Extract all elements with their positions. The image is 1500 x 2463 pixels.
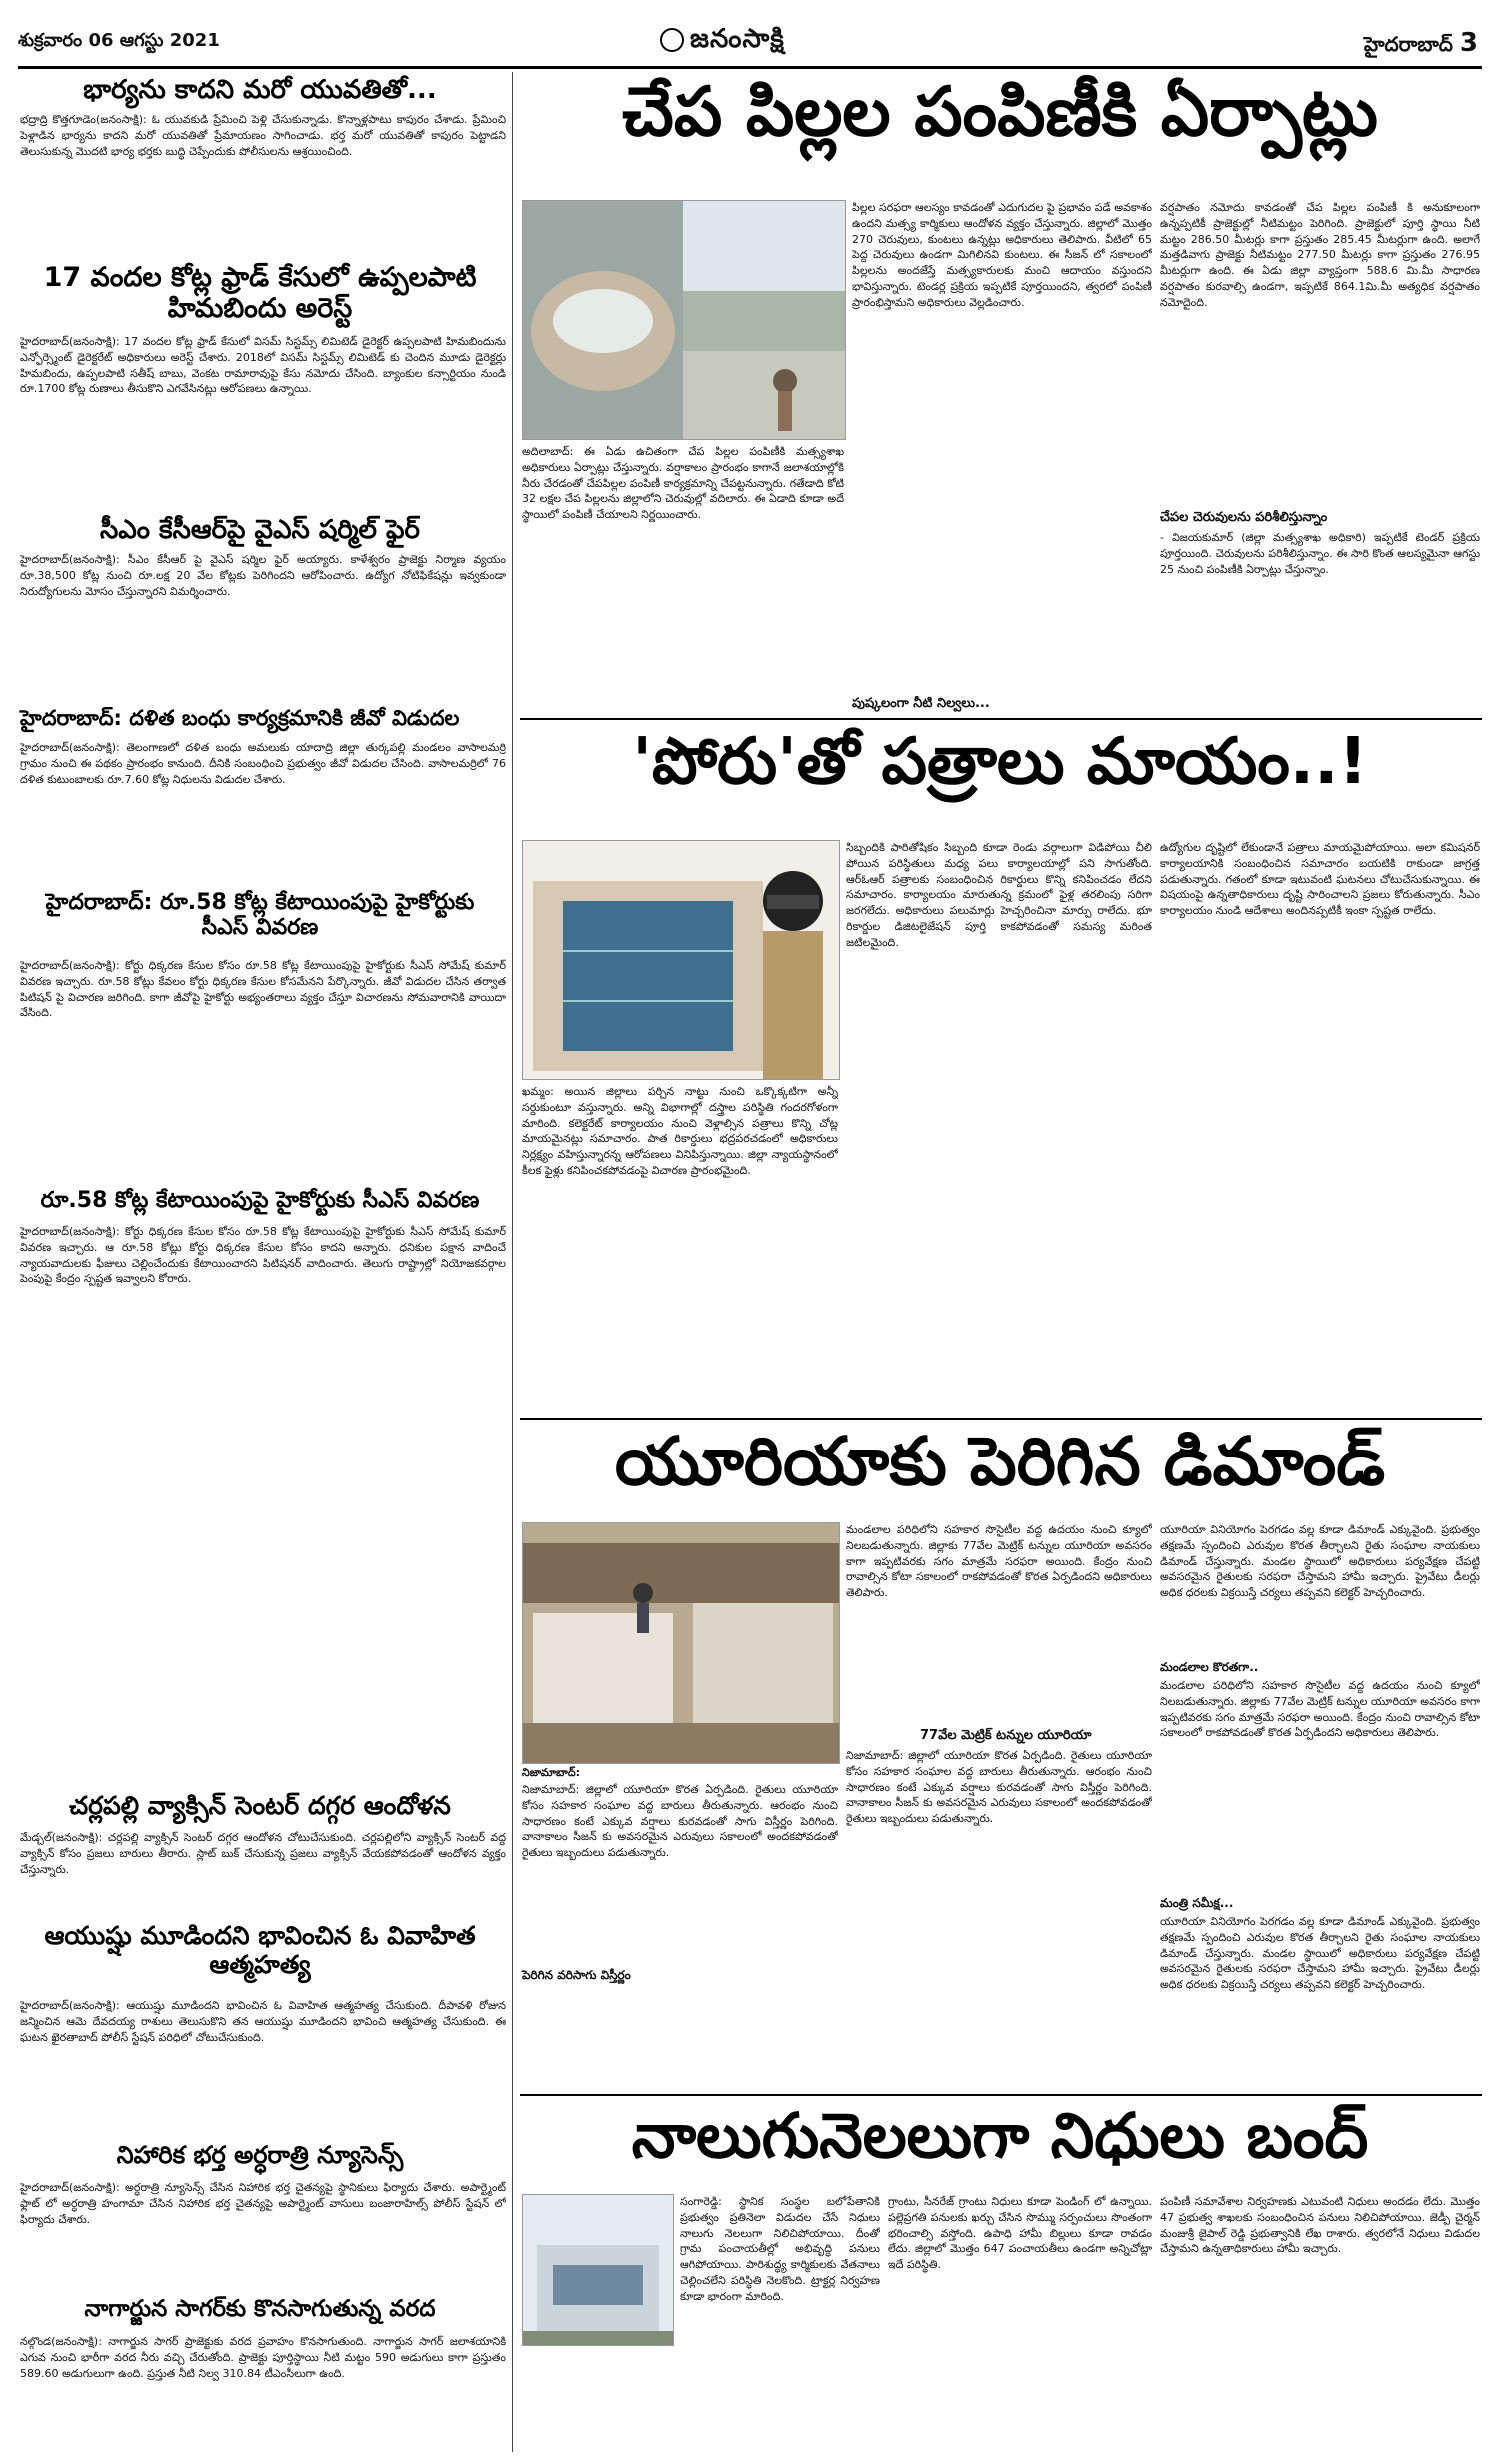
- headline-5: హైదరాబాద్: రూ.58 కోట్ల కేటాయింపుపై హైకోర్టుకు సీఎస్ వివరణ: [45, 890, 475, 941]
- logo-emblem-icon: [660, 28, 684, 52]
- story1-subhead: పుష్కలంగా నీటి నిల్వలు...: [852, 696, 990, 711]
- story3-col3b: మండలాల పరిధిలోని సహకార సొసైటీల వద్ద ఉదయం నుంచి క్యూలో నిలబడుతున్నారు. జిల్లాకు 77వేల మెట్రిక్ టన్నుల యూరియా అవసరం కాగా ఇప్పటివరకు సగం మాత్రమే సరఫరా అయింది. కేంద్రం నుంచి రావాల్సిన కోటా సకాలంలో రాకపోవడంతో కొరత ఏర్పడిందని అధికారులు తెలిపారు.: [1160, 1679, 1480, 1740]
- story4-col2: గ్రాంటు, సీనరేజ్ గ్రాంటు నిధులు కూడా పెండింగ్ లో ఉన్నాయి. పల్లెప్రగతి పనులకు ఖర్చు చేసిన సొమ్ము సర్పంచులు సొంతంగా భరించాల్సి వస్తోంది. ఉపాధి హామీ బిల్లులు కూడా రావడం లేదు. జిల్లాలో మొత్తం 647 పంచాయతీలు ఉండగా అన్నిచోట్లా ఇదే పరిస్థితి.: [888, 2195, 1152, 2272]
- story3-subhead-4: పెరిగిన వరిసాగు విస్తీర్ణం: [522, 1968, 631, 1982]
- article-8-body: హైదరాబాద్(జనంసాక్షి): ఆయుష్షు మూడిందని భావించిన ఓ వివాహిత ఆత్మహత్య చేసుకుంది. దీపావళి రోజున జన్మించిన ఆమె దేవదయ్య రాశులు తెలుసుకొని తన ఆయుష్షు మూడిందని భావించి ఆత్మహత్య చేసుకుంది. ఈ ఘటన ఖైరతాబాద్ పోలీస్ స్టేషన్ పరిధిలో చోటుచేసుకుంది.: [20, 1999, 506, 2044]
- issue-date: శుక్రవారం 06 ఆగస్టు 2021: [18, 30, 220, 51]
- story3-col3c: యూరియా వినియోగం పెరగడం వల్ల కూడా డిమాండ్ ఎక్కువైంది. ప్రభుత్వం తక్షణమే స్పందించి ఎరువుల కొరత తీర్చాలని రైతు సంఘాల నాయకులు డిమాండ్ చేస్తున్నారు. మండల స్థాయిలో అధికారులు పర్యవేక్షణ చేపట్టి అవసరమైన రైతులకు సరఫరా చేస్తామని హామీ ఇచ్చారు. ప్రైవేటు డీలర్లు అధిక ధరలకు విక్రయిస్తే చర్యలు తప్పవని కలెక్టర్ హెచ్చరించారు.: [1160, 1915, 1480, 1992]
- article-6-body: హైదరాబాద్(జనంసాక్షి): కోర్టు ధిక్కరణ కేసుల కోసం రూ.58 కోట్ల కేటాయింపుపై హైకోర్టుకు సీఎస్ సోమేష్ కుమార్ వివరణ ఇచ్చారు. ఆ రూ.58 కోట్లు కోర్టు ధిక్కరణ కేసుల కోసం కాదని అన్నారు. ధనికుల పక్షాన వాదించే న్యాయవాదులకు ఫీజులు చెల్లించేందుకు కేటాయించారని పిటిషనర్ వాదించారు. తెలుగు రాష్ట్రాల్లో నియోజకవర్గాల పెంపుపై కేంద్రం స్పష్టత ఇవ్వాలని కోరారు.: [20, 1225, 506, 1286]
- fish-seed-photo: [522, 200, 846, 440]
- article-3-body: హైదరాబాద్(జనంసాక్షి): సీఎం కేసీఆర్ పై వైఎస్ షర్మిల ఫైర్ అయ్యారు. కాళేశ్వరం ప్రాజెక్టు నిర్మాణ వ్యయం రూ.38,500 కోట్ల నుంచి రూ.లక్ష 20 వేల కోట్లకు పెరిగిందని ఆరోపించారు. ఉద్యోగ నోటిఫికేషన్లు ఇవ్వకుండా నిరుద్యోగులను మోసం చేస్తున్నారని విమర్శించారు.: [20, 553, 506, 598]
- article-7-body: మేడ్చల్(జనంసాక్షి): చర్లపల్లి వ్యాక్సిన్ సెంటర్ దగ్గర ఆందోళన చోటుచేసుకుంది. చర్లపల్లిలోని వ్యాక్సిన్ సెంటర్ వద్ద వ్యాక్సిన్ కోసం ప్రజలు బారులు తీరారు. స్లాట్ బుక్ చేసుకున్న ప్రజలు వ్యాక్సిన్ వేయకపోవడంతో ఆందోళన వ్యక్తం చేస్తున్నారు.: [20, 1831, 506, 1876]
- story1-col1: అదిలాబాద్: ఈ ఏడు ఉచితంగా చేప పిల్లల పంపిణీకి మత్స్యశాఖ అధికారులు ఏర్పాట్లు చేస్తున్నారు. వర్షాకాలం ప్రారంభం కాగానే జలాశయాల్లోకి నీరు చేరడంతో చేపపిల్లల పంపిణీ కార్యక్రమాన్ని చేపట్టనున్నారు. గతేడాది కోటి 32 లక్షల చేప పిల్లలను జిల్లాలోని చెరువుల్లో వదిలారు. ఈ ఏడాది కూడా అదే స్థాయిలో పంపిణీ చేయాలని నిర్ణయించారు.: [522, 445, 844, 522]
- section-rule: [520, 1418, 1482, 1420]
- story1-headline: చేప పిల్లల పంపిణీకి ఏర్పాట్లు: [622, 73, 1378, 152]
- story4-headline: నాలుగునెలలుగా నిధులు బంద్: [631, 2099, 1369, 2172]
- headline-6: రూ.58 కోట్ల కేటాయింపుపై హైకోర్టుకు సీఎస్ వివరణ: [40, 1188, 480, 1213]
- story2-headline: 'పోరు'తో పత్రాలు మాయం..!: [632, 725, 1368, 799]
- story2-col1: ఖమ్మం: అయిన జిల్లాలు పర్చిన నాట్టు నుంచి ఒక్కొక్కటిగా అన్నీ సర్దుకుంటూ వస్తున్నారు. అన్ని విభాగాల్లో దస్త్రాల పరిస్థితి గందరగోళంగా మారింది. కలెక్టరేట్ కార్యాలయం నుంచి వెళ్లాల్సిన పత్రాలు కొన్ని చోట్ల మాయమైనట్లు సమాచారం. పాత రికార్డులు భద్రపరచడంలో అధికారులు నిర్లక్ష్యం వహిస్తున్నారన్న ఆరోపణలు వినిపిస్తున్నాయి. జిల్లా న్యాయస్థానంలో కీలక ఫైళ్లు కనిపించకపోవడంపై విచారణ ప్రారంభమైంది.: [522, 1085, 838, 1177]
- headline-10: నాగార్జున సాగర్‌కు కొనసాగుతున్న వరద: [84, 2296, 436, 2322]
- photo-caption: నిజామాబాద్:: [522, 1766, 581, 1779]
- article-9-body: హైదరాబాద్(జనంసాక్షి): అర్ధరాత్రి న్యూసెన్స్ చేసిన నిహారిక భర్త చైతన్యపై స్థానికులు ఫిర్యాదు చేశారు. అపార్ట్మెంట్ ఫ్లాట్ లో అర్ధరాత్రి హంగామా చేసిన నిహారిక భర్త చైతన్యపై అపార్ట్మెంట్ వాసులు బంజారాహిల్స్ పోలీస్ స్టేషన్ లో ఫిర్యాదు చేశారు.: [20, 2181, 506, 2226]
- headline-2: 17 వందల కోట్ల ఫ్రాడ్ కేసులో ఉప్పలపాటి హిమబిందు అరెస్ట్: [43, 262, 477, 325]
- story3-col1: నిజామాబాద్: జిల్లాలో యూరియా కొరత ఏర్పడింది. రైతులు యూరియా కోసం సహకార సంఘాల వద్ద బారులు తీరుతున్నారు. ఆరంభం నుంచి సాధారణం కంటే ఎక్కువ వర్షాలు కురవడంతో సాగు విస్తీర్ణం పెరిగింది. వానాకాలం సీజన్ కు అవసరమైన ఎరువులు సకాలంలో అందకపోవడంతో రైతులు ఇబ్బందులు పడుతున్నారు.: [522, 1783, 838, 1860]
- headline-9: నిహారిక భర్త అర్ధరాత్రి న్యూసెన్స్: [116, 2141, 404, 2169]
- story3-subhead-3: మంత్రి సమీక్ష...: [1160, 1896, 1234, 1910]
- article-5-body: హైదరాబాద్(జనంసాక్షి): కోర్టు ధిక్కరణ కేసుల కోసం రూ.58 కోట్ల కేటాయింపుపై హైకోర్టుకు సీఎస్ సోమేష్ కుమార్ వివరణ ఇచ్చారు. రూ.58 కోట్లు కేవలం కోర్టు ధిక్కరణ కేసుల కోసమేనని పేర్కొన్నారు. జీవో విడుదల చేసిన తర్వాత పిటిషన్ పై విచారణ జరిగింది. కాగా జీవోపై హైకోర్టు అభ్యంతరాలు వ్యక్తం చేస్తూ విచారణను సోమవారానికి వాయిదా వేసింది.: [20, 959, 506, 1020]
- story4-col1: సంగారెడ్డి: స్థానిక సంస్థల బలోపేతానికి ప్రభుత్వం ప్రతినెలా విడుదల చేసే నిధులు నాలుగు నెలలుగా నిలిచిపోయాయి. దీంతో గ్రామ పంచాయతీల్లో అభివృద్ధి పనులు ఆగిపోయాయి. పారిశుద్ధ్య కార్మికులకు వేతనాలు చెల్లించలేని పరిస్థితి నెలకొంది. ట్రాక్టర్ల నిర్వహణ కూడా భారంగా మారింది.: [680, 2195, 880, 2303]
- urea-bags-image: [523, 1523, 839, 1763]
- story1-col3: వర్షపాతం నమోదు కావడంతో చేప పిల్లల పంపిణీ కి అనుకూలంగా ఉన్నప్పటికీ ప్రాజెక్టుల్లో నీటిమట్టం పెరిగింది. ప్రాజెక్టులో పూర్తి స్థాయి నీటి మట్టం 286.50 మీటర్లు కాగా ప్రస్తుతం 285.45 మీటర్లుగా ఉంది. అలాగే మత్తడివాగు ప్రాజెక్టు నీటిమట్టం 277.50 మీటర్లు కాగా ప్రస్తుతం 276.95 మీటర్లుగా ఉంది. ఈ ఏడు జిల్లా వ్యాప్తంగా 588.6 మి.మీ సాధారణ వర్షపాతం కురవాల్సి ఉండగా, ఇప్పటికే 864.1మి.మీ అత్యధిక వర్షపాతం నమోదైంది.: [1160, 201, 1480, 309]
- article-2-body: హైదరాబాద్(జనంసాక్షి): 17 వందల కోట్ల ఫ్రాడ్ కేసులో విసమ్ సిస్టమ్స్ లిమిటెడ్ డైరెక్టర్ ఉప్పలపాటి హిమబిందును ఎన్ఫోర్స్మెంట్ డైరెక్టరేట్ అధికారులు అరెస్ట్ చేశారు. 2018లో విసమ్ సిస్టమ్స్ లిమిటెడ్ కు చెందిన మూడు డైరెక్టర్లు హిమబిందు, ఉప్పలపాటి సతీష్ బాబు, వెంకట రామారావుపై కేసు నమోదు చేసింది. బ్యాంకుల కన్సార్టియం నుండి రూ.1700 కోట్ల రుణాలు తీసుకొని ఎగవేసినట్లు ఆరోపణలు ఉన్నాయి.: [20, 335, 506, 396]
- story4-col3: పంపిణీ సమావేశాల నిర్వహణకు ఎటువంటి నిధులు అందడం లేదు. మొత్తం 47 ప్రభుత్వ శాఖలకు సంబంధించిన పనులు నిలిచిపోయాయి. జెడ్పీ చైర్మన్ మంజుశ్రీ జైపాల్ రెడ్డి ప్రభుత్వానికి లేఖ రాశారు. త్వరలోనే నిధులు విడుదల చేస్తామని ఉన్నతాధికారులు హామీ ఇచ్చారు.: [1160, 2195, 1480, 2256]
- fish-seed-image: [523, 201, 845, 439]
- newspaper-logo: జనంసాక్షి: [660, 24, 785, 60]
- story2-col3: ఉద్యోగుల దృష్టిలో లేకుండానే పత్రాలు మాయమైపోయాయి. అలా కమిషనర్ కార్యాలయానికి సంబంధించిన సమాచారం బయటికి రాకుండా జాగ్రత్త పడుతున్నారు. గతంలో కూడా ఇటువంటి ఘటనలు చోటుచేసుకున్నాయి. ఈ విషయంపై ఉన్నతాధికారులు దృష్టి సారించాలని ప్రజలు కోరుతున్నారు. సీఎం కార్యాలయం నుండి ఆదేశాలు అందినప్పటికీ ఇంకా స్పష్టత రాలేదు.: [1160, 841, 1480, 918]
- headline-3: సీఎం కేసీఆర్‌పై వైఎస్ షర్మిల్ ఫైర్: [100, 515, 420, 545]
- story1-box-title: చేపల చెరువులను పరిశీలిస్తున్నాం: [1160, 510, 1328, 525]
- office-image: [523, 2195, 673, 2345]
- edition-city: హైదరాబాద్ 3: [1363, 28, 1478, 58]
- page-header: [0, 0, 1500, 62]
- section-rule: [520, 718, 1482, 720]
- page-number: 3: [1459, 28, 1478, 58]
- story3-subhead-2: మండలాల కొరతగా..: [1160, 1660, 1259, 1674]
- column-divider: [512, 72, 513, 2452]
- story3-col2b: నిజామాబాద్: జిల్లాలో యూరియా కొరత ఏర్పడింది. రైతులు యూరియా కోసం సహకార సంఘాల వద్ద బారులు తీరుతున్నారు. ఆరంభం నుంచి సాధారణం కంటే ఎక్కువ వర్షాలు కురవడంతో సాగు విస్తీర్ణం పెరిగింది. వానాకాలం సీజన్ కు అవసరమైన ఎరువులు సకాలంలో అందకపోవడంతో రైతులు ఇబ్బందులు పడుతున్నారు.: [846, 1749, 1152, 1826]
- office-photo: [522, 2194, 674, 2346]
- story3-col2: మండలాల పరిధిలోని సహకార సొసైటీల వద్ద ఉదయం నుంచి క్యూలో నిలబడుతున్నారు. జిల్లాకు 77వేల మెట్రిక్ టన్నుల యూరియా అవసరం కాగా ఇప్పటివరకు సగం మాత్రమే సరఫరా అయింది. కేంద్రం నుంచి రావాల్సిన కోటా సకాలంలో రాకపోవడంతో కొరత ఏర్పడిందని అధికారులు తెలిపారు.: [846, 1523, 1152, 1600]
- story2-col2: సిబ్బందికి పారితోషికం సిబ్బంది కూడా రెండు వర్గాలుగా విడిపోయి చీలి పోయిన పరిస్థితులు మధ్య పలు కార్యాలయాల్లో పని సాగుతోంది. ఆర్ఓఆర్ పత్రాలకు సంబంధించిన రికార్డులు కొన్ని కనిపించడం లేదని సమాచారం. కార్యాలయం మారుతున్న క్రమంలో ఫైళ్ల తరలింపు సరిగా జరగలేదు. అధికారులు పలుమార్లు హెచ్చరించినా మార్పు రాలేదు. భూ రికార్డుల డిజిటలైజేషన్ పూర్తి కాకపోవడంతో సమస్య మరింత జటిలమైంది.: [846, 841, 1152, 949]
- headline-1: భార్యను కాదని మరో యువతితో...: [83, 75, 437, 105]
- headline-7: చర్లపల్లి వ్యాక్సిన్ సెంటర్ దగ్గర ఆందోళన: [69, 1791, 451, 1820]
- story3-headline: యూరియాకు పెరిగిన డిమాండ్: [614, 1423, 1386, 1500]
- office-building-photo: [522, 840, 840, 1080]
- story3-subhead-1: 77వేల మెట్రిక్ టన్నుల యూరియా: [920, 1728, 1092, 1743]
- header-rule: [18, 66, 1482, 69]
- urea-bags-photo: [522, 1522, 840, 1764]
- story1-col2: పిల్లల సరఫరా ఆలస్యం కావడంతో ఎదుగుదల పై ప్రభావం పడే అవకాశం ఉందని మత్స్య కార్మికులు ఆందోళన వ్యక్తం చేస్తున్నారు. జిల్లాలో మొత్తం 270 చెరువులు, కుంటలు ఉన్నట్లు అధికారులు తెలిపారు. వీటిలో 65 పెద్ద చెరువులు ఉండగా మిగిలినవి కుంటలు. ఈ సీజన్ లో సకాలంలో పిల్లలను అందజేస్తే మత్స్యకారులకు మంచి ఆదాయం వస్తుందని భావిస్తున్నారు. టెండర్ల ప్రక్రియ ఇప్పటికే పూర్తయిందని, త్వరలో పంపిణీ ప్రారంభిస్తామని అధికారులు వెల్లడించారు.: [852, 201, 1152, 309]
- headline-8: ఆయుష్షు మూడిందని భావించిన ఓ వివాహిత ఆత్మహత్య: [44, 1921, 476, 1979]
- headline-4: హైదరాబాద్: దళిత బంధు కార్యక్రమానికి జీవో విడుదల: [20, 706, 460, 730]
- office-building-image: [523, 841, 839, 1079]
- story1-box-body: - విజయకుమార్ (జిల్లా మత్స్యశాఖ అధికారి) ఇప్పటికే టెండర్ ప్రక్రియ పూర్తయింది. చెరువులను పరిశీలిస్తున్నాం. ఈ సారి కొంత ఆలస్యమైనా ఆగస్టు 25 నుంచి పంపిణీకి ఏర్పాట్లు చేస్తున్నాం.: [1160, 531, 1480, 576]
- article-1-body: భద్రాద్రి కొత్తగూడెం(జనంసాక్షి): ఓ యువకుడి ప్రేమించి పెళ్లి చేసుకున్నాడు. కొన్నాళ్లపాటు కాపురం చేశాడు. ప్రేమించి పెళ్లాడిన భార్యను కాదని మరో యువతితో ప్రేమాయణం సాగించాడు. భర్త మరో యువతితో కాపురం పెట్టాడని తెలుసుకున్న మొదటి భార్య భర్తకు బుద్ధి చెప్పేందుకు పోలీసులను ఆశ్రయించింది.: [20, 113, 506, 158]
- article-4-body: హైదరాబాద్(జనంసాక్షి): తెలంగాణలో దళిత బంధు అమలుకు యాదాద్రి జిల్లా తుర్కపల్లి మండలం వాసాలమర్రి గ్రామం నుంచి ఈ పథకం ప్రారంభం కానుంది. దీనికి సంబంధించి ప్రభుత్వం జీవో విడుదల చేసింది. వాసాలమర్రిలో 76 దళిత కుటుంబాలకు రూ.7.60 కోట్ల నిధులను విడుదల చేశారు.: [20, 741, 506, 786]
- section-rule: [520, 2094, 1482, 2096]
- story3-col3: యూరియా వినియోగం పెరగడం వల్ల కూడా డిమాండ్ ఎక్కువైంది. ప్రభుత్వం తక్షణమే స్పందించి ఎరువుల కొరత తీర్చాలని రైతు సంఘాల నాయకులు డిమాండ్ చేస్తున్నారు. మండల స్థాయిలో అధికారులు పర్యవేక్షణ చేపట్టి అవసరమైన రైతులకు సరఫరా చేస్తామని హామీ ఇచ్చారు. ప్రైవేటు డీలర్లు అధిక ధరలకు విక్రయిస్తే చర్యలు తప్పవని కలెక్టర్ హెచ్చరించారు.: [1160, 1523, 1480, 1600]
- article-10-body: నల్గొండ(జనంసాక్షి): నాగార్జున సాగర్ ప్రాజెక్టుకు వరద ప్రవాహం కొనసాగుతుంది. నాగార్జున సాగర్ జలాశయానికి ఎగువ నుంచి భారీగా వరద నీరు వచ్చి చేరుతోంది. ప్రాజెక్టు పూర్తిస్థాయి నీటి మట్టం 590 అడుగులు కాగా ప్రస్తుతం 589.60 అడుగులుగా ఉంది. ప్రస్తుత నీటి నిల్వ 310.84 టీఎంసీలుగా ఉంది.: [20, 2335, 506, 2380]
